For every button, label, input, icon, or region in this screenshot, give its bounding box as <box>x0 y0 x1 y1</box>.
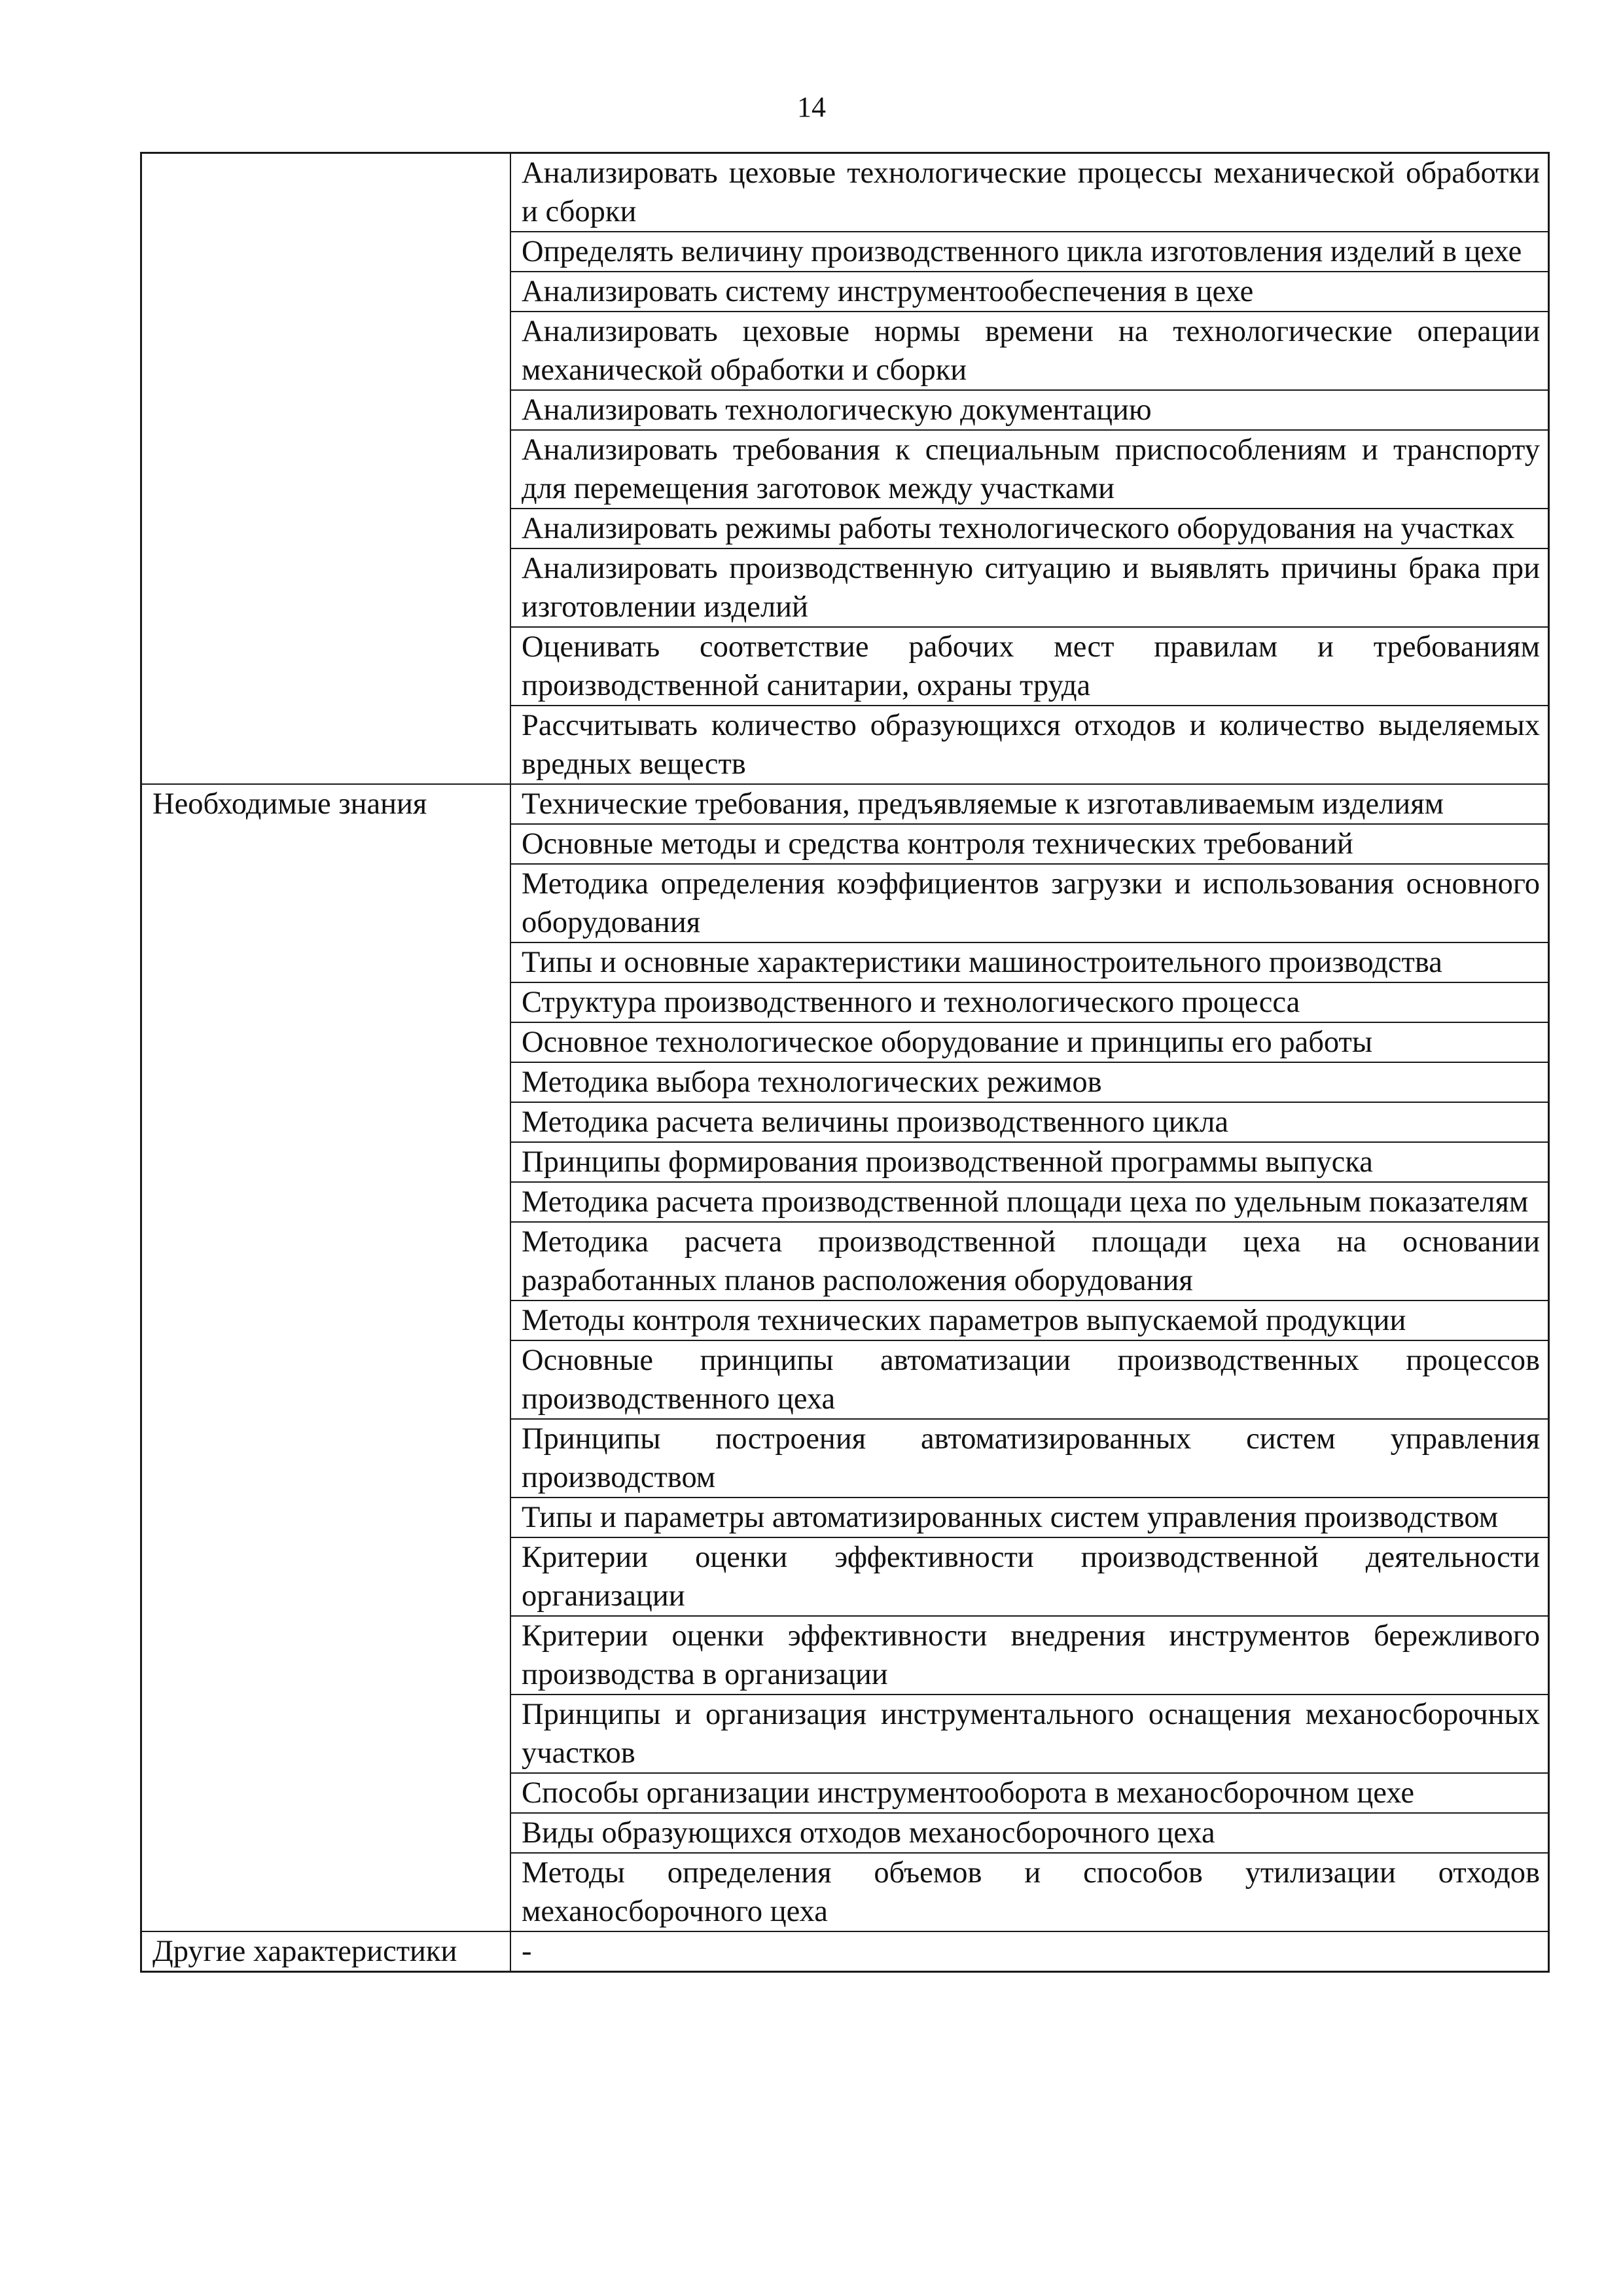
knowledge-item: Методы контроля технических параметров выпускаемой продукции <box>510 1300 1549 1340</box>
required-knowledge-label: Необходимые знания <box>141 784 511 1931</box>
skill-item: Анализировать систему инструментообеспечения в цехе <box>510 272 1549 312</box>
knowledge-item: Виды образующихся отходов механосборочного цеха <box>510 1813 1549 1853</box>
knowledge-item: Способы организации инструментооборота в механосборочном цехе <box>510 1773 1549 1813</box>
table-row <box>141 784 1549 824</box>
knowledge-item: Принципы построения автоматизированных систем управления производством <box>510 1419 1549 1498</box>
skill-item: Определять величину производственного цикла изготовления изделий в цехе <box>510 232 1549 272</box>
skill-item: Анализировать технологическую документацию <box>510 390 1549 430</box>
other-characteristics-label: Другие характеристики <box>141 1931 511 1972</box>
knowledge-item: Технические требования, предъявляемые к изготавливаемым изделиям <box>510 784 1549 824</box>
other-characteristics-value: - <box>510 1931 1549 1972</box>
knowledge-item: Принципы формирования производственной программы выпуска <box>510 1142 1549 1182</box>
knowledge-item: Критерии оценки эффективности внедрения инструментов бережливого производства в организации <box>510 1616 1549 1695</box>
skill-item: Анализировать режимы работы технологического оборудования на участках <box>510 509 1549 548</box>
knowledge-item: Методика расчета производственной площади цеха по удельным показателям <box>510 1182 1549 1222</box>
knowledge-item: Основные методы и средства контроля технических требований <box>510 824 1549 864</box>
knowledge-item: Методы определения объемов и способов утилизации отходов механосборочного цеха <box>510 1853 1549 1931</box>
page-number: 14 <box>797 91 826 123</box>
skill-item: Анализировать требования к специальным приспособлениям и транспорту для перемещения заготовок между участками <box>510 430 1549 509</box>
skill-item: Рассчитывать количество образующихся отходов и количество выделяемых вредных веществ <box>510 706 1549 784</box>
continued-label-cell <box>141 153 511 785</box>
table-row <box>141 1931 1549 1972</box>
knowledge-item: Методика определения коэффициентов загрузки и использования основного оборудования <box>510 864 1549 942</box>
requirements-table <box>140 152 1550 1973</box>
knowledge-item: Методика выбора технологических режимов <box>510 1062 1549 1102</box>
skill-item: Оценивать соответствие рабочих мест правилам и требованиям производственной санитарии, охраны труда <box>510 627 1549 706</box>
knowledge-item: Типы и параметры автоматизированных систем управления производством <box>510 1498 1549 1537</box>
knowledge-item: Структура производственного и технологического процесса <box>510 982 1549 1022</box>
knowledge-item: Методика расчета величины производственного цикла <box>510 1102 1549 1142</box>
skill-item: Анализировать цеховые технологические процессы механической обработки и сборки <box>510 153 1549 232</box>
skill-item: Анализировать производственную ситуацию и выявлять причины брака при изготовлении изделий <box>510 548 1549 627</box>
knowledge-item: Принципы и организация инструментального оснащения механосборочных участков <box>510 1695 1549 1773</box>
table-row <box>141 153 1549 232</box>
knowledge-item: Методика расчета производственной площади цеха на основании разработанных планов расположения оборудования <box>510 1222 1549 1300</box>
table-body <box>141 153 1549 1972</box>
knowledge-item: Основные принципы автоматизации производственных процессов производственного цеха <box>510 1340 1549 1419</box>
knowledge-item: Типы и основные характеристики машиностроительного производства <box>510 942 1549 982</box>
knowledge-item: Основное технологическое оборудование и принципы его работы <box>510 1022 1549 1062</box>
skill-item: Анализировать цеховые нормы времени на технологические операции механической обработки и сборки <box>510 312 1549 390</box>
knowledge-item: Критерии оценки эффективности производственной деятельности организации <box>510 1537 1549 1616</box>
